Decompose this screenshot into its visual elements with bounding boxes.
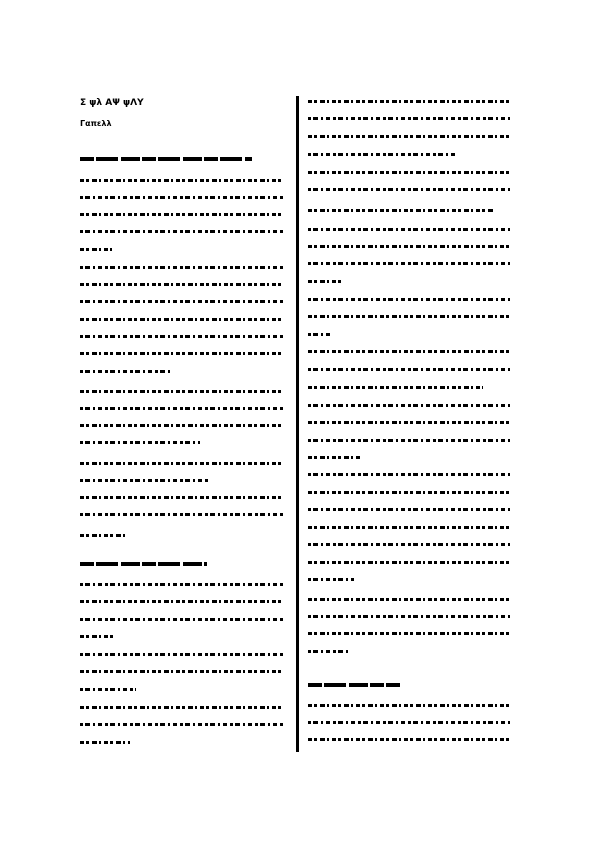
text-line <box>80 739 130 746</box>
text-line <box>80 228 283 235</box>
text-line <box>80 532 125 539</box>
text-line <box>308 524 510 531</box>
text-line <box>308 186 510 193</box>
text-line <box>80 177 283 184</box>
text-line <box>308 133 510 140</box>
text-line <box>80 264 283 271</box>
text-line <box>308 243 510 250</box>
text-line <box>308 437 510 444</box>
text-line <box>308 313 510 320</box>
text-line <box>308 471 510 478</box>
text-line <box>80 494 283 501</box>
text-line <box>80 350 283 357</box>
text-line <box>80 581 283 588</box>
text-line <box>80 316 283 323</box>
text-line <box>308 541 510 548</box>
text-line <box>80 633 116 640</box>
text-line <box>308 226 510 233</box>
text-line <box>80 368 172 375</box>
text-line <box>80 598 283 605</box>
column-divider <box>296 96 299 752</box>
text-line <box>308 506 510 513</box>
text-line <box>308 576 354 583</box>
text-line <box>308 454 360 461</box>
text-line <box>308 296 510 303</box>
text-line <box>80 704 283 711</box>
text-line <box>80 405 283 412</box>
section-heading <box>80 561 207 566</box>
text-line <box>80 388 283 395</box>
text-line <box>308 115 510 122</box>
text-line <box>80 686 136 693</box>
text-line <box>80 439 200 446</box>
text-line <box>308 419 510 426</box>
text-line <box>80 422 283 429</box>
text-line <box>308 331 330 338</box>
text-line <box>80 668 283 675</box>
text-line <box>308 260 510 267</box>
text-line <box>308 366 510 373</box>
text-line <box>308 348 510 355</box>
document-title: Σ ψλ ΑΨ ψΛΥ <box>80 98 144 108</box>
text-line <box>308 596 510 603</box>
text-line <box>308 98 510 105</box>
text-line <box>80 721 283 728</box>
text-line <box>80 298 283 305</box>
text-line <box>80 460 283 467</box>
text-line <box>308 207 493 214</box>
text-line <box>308 719 510 726</box>
text-line <box>80 246 112 253</box>
text-line <box>80 651 283 658</box>
text-line <box>80 511 283 518</box>
text-line <box>80 194 283 201</box>
text-line <box>308 702 510 709</box>
text-line <box>80 211 283 218</box>
text-line <box>308 489 510 496</box>
text-line <box>308 169 510 176</box>
document-subtitle: Γαπελλ <box>80 119 112 128</box>
text-line <box>308 648 350 655</box>
text-line <box>308 402 510 409</box>
text-line <box>308 151 458 158</box>
text-line <box>308 630 510 637</box>
text-line <box>308 613 510 620</box>
text-line <box>80 616 283 623</box>
section-heading <box>80 156 252 161</box>
text-line <box>308 384 483 391</box>
text-line <box>308 278 344 285</box>
text-line <box>80 333 283 340</box>
text-line <box>308 559 510 566</box>
text-line <box>80 477 210 484</box>
text-line <box>80 281 283 288</box>
text-line <box>308 736 510 743</box>
section-heading <box>308 682 400 687</box>
